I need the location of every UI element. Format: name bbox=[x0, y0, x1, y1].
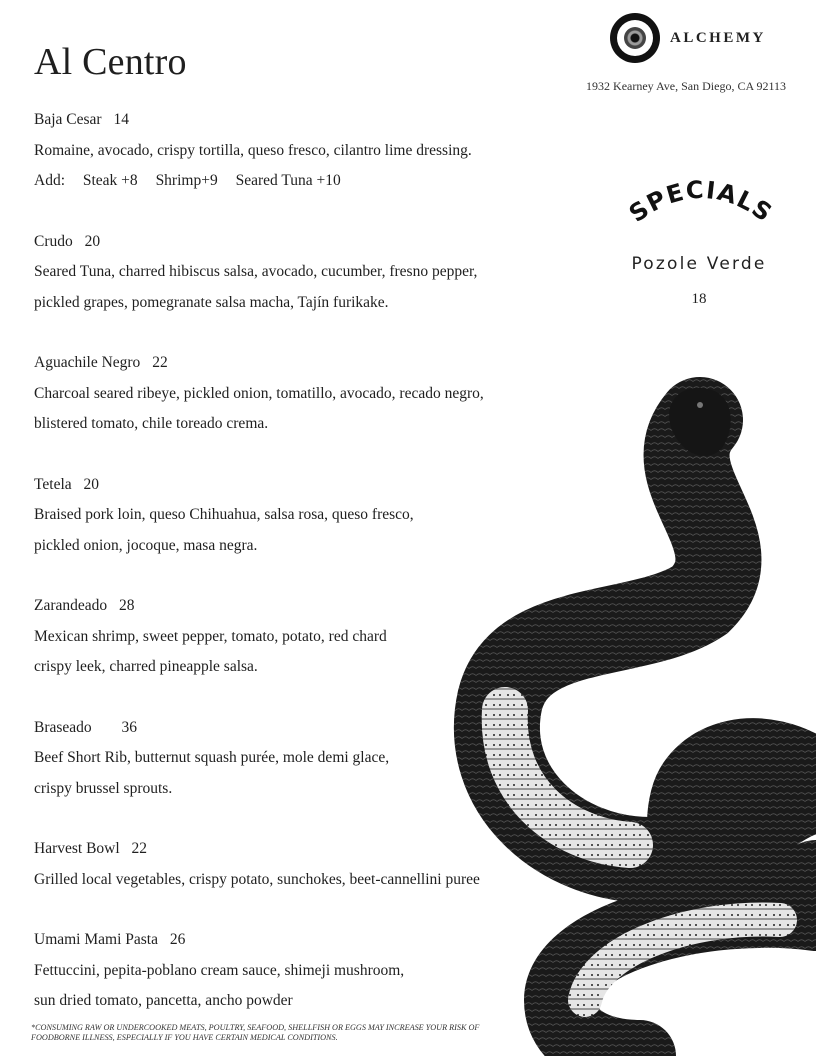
svg-text:SPECIALS bbox=[624, 176, 778, 228]
menu-item bbox=[34, 227, 574, 319]
menu-item-price: 22 bbox=[152, 354, 168, 371]
menu-item-description: Beef Short Rib, butternut squash purée, mole demi glace, bbox=[34, 749, 390, 766]
menu-item-price: 20 bbox=[83, 475, 100, 493]
menu-item-name: Harvest Bowl bbox=[34, 840, 120, 857]
menu-item-price: 22 bbox=[131, 840, 148, 857]
menu-item-description: Braised pork loin, queso Chihuahua, salsa rosa, queso fresco, bbox=[34, 506, 414, 523]
menu-item-name: Baja Cesar bbox=[34, 111, 102, 128]
menu-item bbox=[34, 470, 574, 562]
menu-item-description: Seared Tuna, charred hibiscus salsa, avocado, cucumber, fresno pepper, bbox=[34, 263, 478, 280]
menu-item-description: pickled grapes, pomegranate salsa macha, Tajín furikake. bbox=[34, 293, 389, 311]
eye-logo-icon bbox=[610, 13, 660, 63]
menu-item-description: sun dried tomato, pancetta, ancho powder bbox=[34, 992, 293, 1009]
menu-item-name: Zarandeado bbox=[34, 597, 108, 614]
menu-item-price: 20 bbox=[84, 232, 101, 250]
special-dish-price: 18 bbox=[691, 291, 707, 307]
menu-item-description: Fettuccini, pepita-poblano cream sauce, shimeji mushroom, bbox=[34, 961, 405, 979]
specials-heading bbox=[622, 175, 780, 235]
menu-item-addons bbox=[34, 166, 574, 197]
addons-label: Add: bbox=[34, 172, 65, 189]
menu-item-name: Umami Mami Pasta bbox=[34, 931, 158, 948]
menu-item-description: blistered tomato, chile toreado crema. bbox=[34, 415, 269, 432]
menu-item-name: Aguachile Negro bbox=[34, 354, 141, 371]
menu-item-description: Romaine, avocado, crispy tortilla, queso fresco, cilantro lime dressing. bbox=[34, 141, 472, 159]
addon-option: Shrimp+9 bbox=[155, 172, 218, 189]
menu-item-name: Tetela bbox=[34, 475, 72, 493]
addon-option: Steak +8 bbox=[82, 172, 138, 189]
menu-item-price: 14 bbox=[113, 111, 129, 128]
specials-heading-text: SPECIALS bbox=[624, 175, 778, 228]
menu-item-description: crispy leek, charred pineapple salsa. bbox=[34, 658, 258, 675]
menu-item bbox=[34, 834, 574, 895]
menu-item-price: 36 bbox=[121, 718, 138, 736]
food-safety-disclaimer: *CONSUMING RAW OR UNDERCOOKED MEATS, POULTRY, SEAFOOD, SHELLFISH OR EGGS MAY INCREASE YOUR RISK OF FOODBORNE ILLNESS, ESPECIALLY IF YOU HAVE CERTAIN MEDICAL CONDITIONS. bbox=[31, 1023, 480, 1042]
menu-item-description: pickled onion, jocoque, masa negra. bbox=[34, 536, 258, 554]
menu-item bbox=[34, 591, 574, 683]
addon-option: Seared Tuna +10 bbox=[235, 172, 341, 189]
menu-item-description: Grilled local vegetables, crispy potato, sunchokes, beet-cannellini puree bbox=[34, 870, 480, 888]
menu-item-price: 26 bbox=[169, 931, 186, 948]
menu-item-price: 28 bbox=[119, 597, 135, 614]
menu-item-name: Crudo bbox=[34, 232, 73, 250]
special-dish-name: Pozole Verde bbox=[631, 254, 767, 274]
menu-item bbox=[34, 925, 574, 1017]
menu-item-description: crispy brussel sprouts. bbox=[34, 779, 173, 797]
restaurant-address: 1932 Kearney Ave, San Diego, CA 92113 bbox=[586, 79, 786, 93]
menu-item bbox=[34, 348, 574, 440]
menu-item-name: Braseado bbox=[34, 718, 92, 736]
brand-logo bbox=[610, 13, 766, 63]
menu-item-description: Mexican shrimp, sweet pepper, tomato, potato, red chard bbox=[34, 627, 387, 645]
section-title: Al Centro bbox=[34, 41, 187, 83]
menu-item bbox=[34, 713, 574, 805]
menu-item-description: Charcoal seared ribeye, pickled onion, tomatillo, avocado, recado negro, bbox=[34, 384, 484, 402]
brand-name: ALCHEMY bbox=[670, 29, 766, 46]
menu-item bbox=[34, 105, 574, 197]
menu-list bbox=[34, 105, 574, 1047]
